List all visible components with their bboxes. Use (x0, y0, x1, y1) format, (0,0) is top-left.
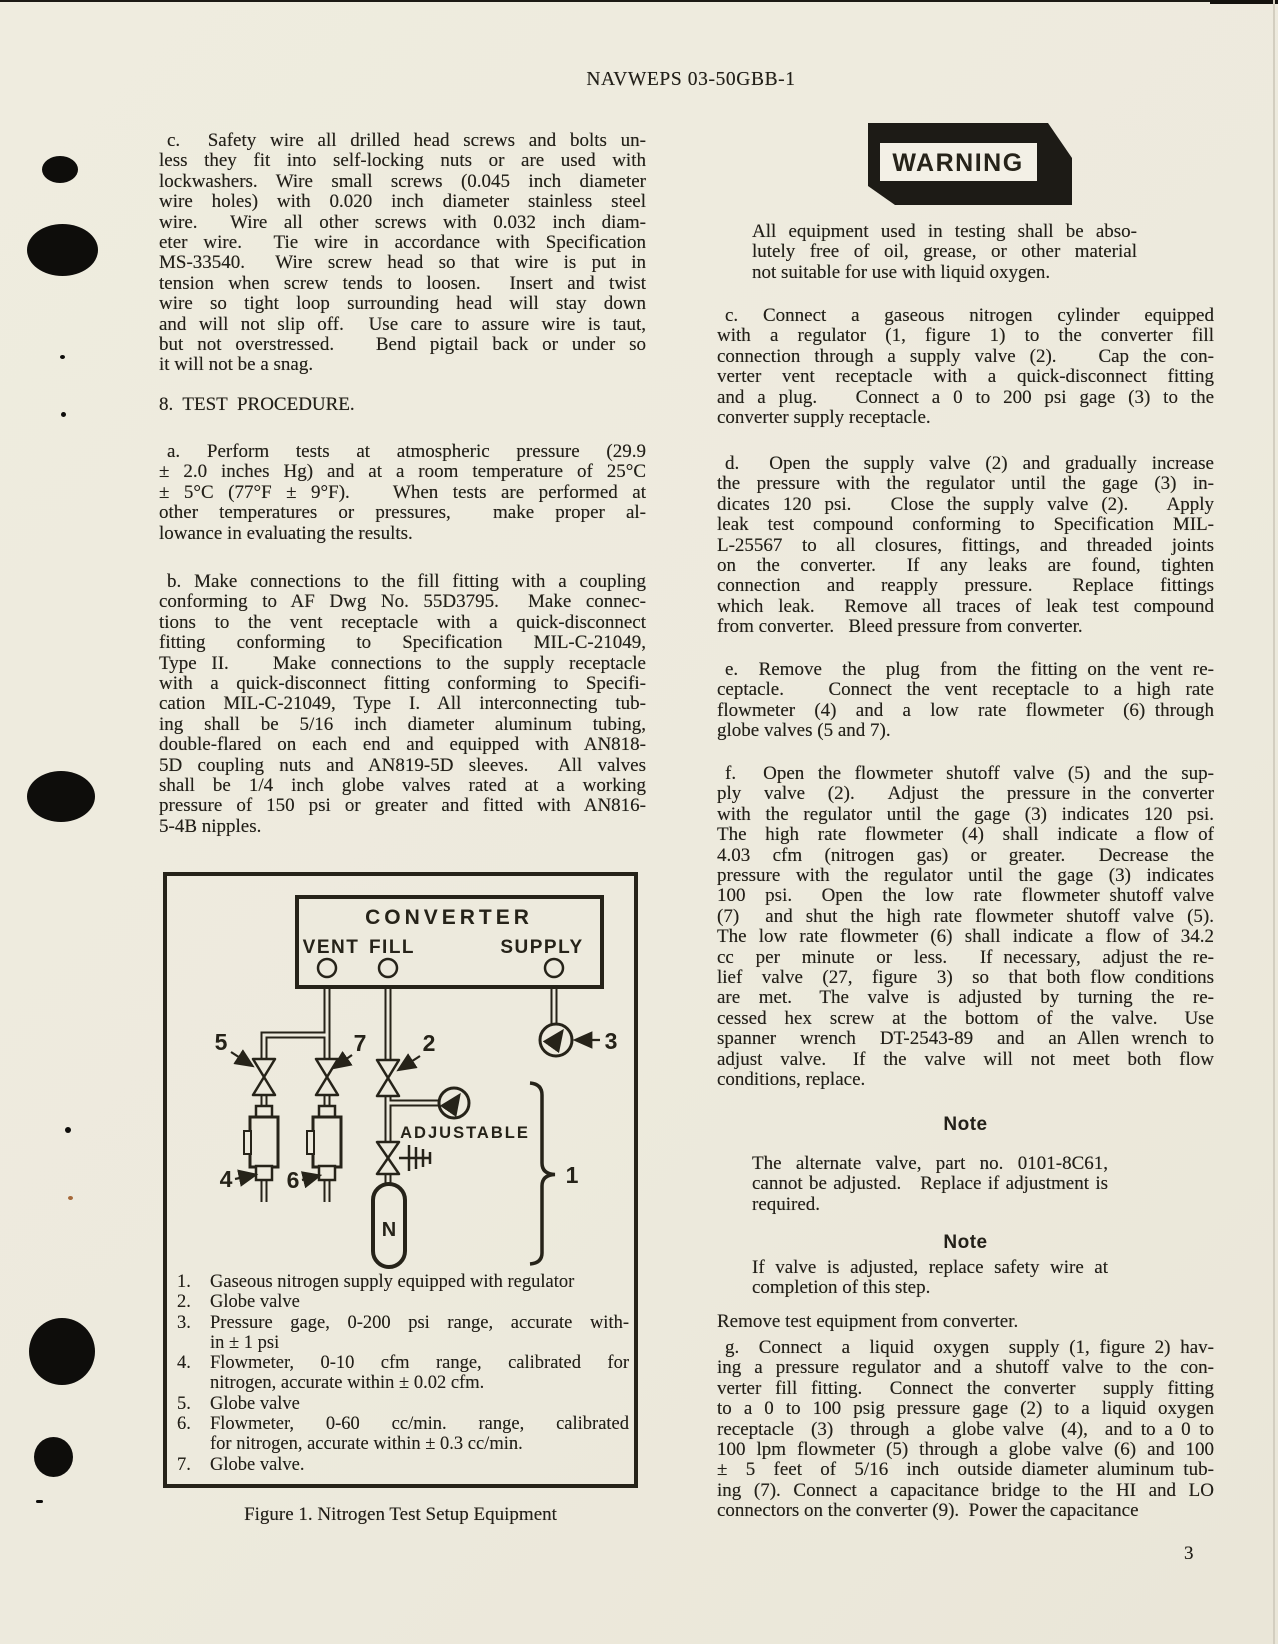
text-line: wire so tight loop surrounding head will stay down (159, 293, 646, 315)
callout-2: 2 (422, 1030, 436, 1056)
punch-dot (34, 1437, 73, 1477)
paragraph-e-remove-plug (717, 660, 1214, 742)
legend-item-text (210, 1394, 629, 1414)
punch-dot (27, 224, 98, 276)
text-line: other temperatures or pressures, make proper al- (159, 502, 646, 524)
text-line: pressure of 150 psi or greater and fitted with AN816- (159, 795, 646, 817)
paragraph-g-connect-liquid-oxygen (717, 1338, 1214, 1522)
note-heading-2: Note (943, 1232, 988, 1253)
text-line: 4.03 cfm (nitrogen gas) or greater. Decrease the (717, 844, 1214, 866)
text-line: with the regulator until the gage (3) indicates 120 psi. (717, 803, 1214, 825)
text-line: lutely free of oil, grease, or other material (752, 241, 1137, 263)
punch-dot (29, 1318, 95, 1385)
text-line: conditions, replace. (717, 1069, 866, 1091)
text-line: not suitable for use with liquid oxygen. (752, 261, 1051, 283)
text-line: cessed hex screw at the bottom of the valve. Use (717, 1007, 1214, 1029)
figure-legend (177, 1272, 629, 1475)
text-line: but not overstressed. Bend pigtail back or under so (159, 334, 646, 356)
legend-item-number: 1. (177, 1272, 191, 1292)
legend-text-line: Gaseous nitrogen supply equipped with regulator (210, 1272, 575, 1292)
text-line: verter fill fitting. Connect the converter supply fitting (717, 1377, 1214, 1399)
paragraph-c-safety-wire (159, 131, 646, 376)
punch-dot (42, 156, 78, 183)
legend-item-number: 6. (177, 1414, 191, 1435)
paragraph-c-connect-nitrogen (717, 306, 1214, 428)
text-line: 5D coupling nuts and AN819-5D sleeves. All valves (159, 754, 646, 776)
text-line: (7) and shut the high rate flowmeter shutoff valve (5). (717, 905, 1214, 927)
text-line: and a plug. Connect a 0 to 200 psi gage (3) to the (717, 386, 1214, 408)
legend-item (177, 1272, 629, 1292)
text-line: to a 0 to 100 psig pressure gage (2) to a liquid oxygen (717, 1398, 1214, 1420)
ink-speck (36, 1500, 43, 1503)
legend-item (177, 1313, 629, 1354)
fill-port (379, 959, 397, 977)
paragraph-b-make-connections (159, 572, 646, 837)
ink-speck (60, 355, 65, 359)
text-line: tions to the vent receptacle with a quick-disconnect (159, 611, 646, 633)
punch-dot (27, 771, 95, 822)
text-line: shall be 1/4 inch globe valves rated at a working (159, 775, 646, 797)
callout-6: 6 (286, 1167, 300, 1193)
text-line: connection through a supply valve (2). Cap the con- (717, 345, 1214, 367)
text-line: fitting conforming to Specification MIL-C-21049, (159, 632, 646, 654)
legend-text-line: in ± 1 psi (210, 1332, 280, 1353)
text-line: ing (7). Connect a capacitance bridge to the HI and LO (717, 1479, 1214, 1501)
text-line: ing a pressure regulator and a shutoff valve to the con- (717, 1357, 1214, 1379)
ink-speck (61, 412, 66, 417)
text-line: The high rate flowmeter (4) shall indicate a flow of (717, 824, 1214, 846)
text-line: lief valve (27, figure 3) so that both flow conditions (717, 967, 1214, 989)
text-line: 100 lpm flowmeter (5) through a globe valve (6) and 100 (717, 1439, 1214, 1461)
text-line: and will not slip off. Use care to assure wire is taut, (159, 313, 646, 335)
text-line: lockwashers. Wire small screws (0.045 inch diameter (159, 170, 646, 192)
text-line: Type II. Make connections to the supply receptacle (159, 652, 646, 674)
text-line: The alternate valve, part no. 0101-8C61, (752, 1153, 1108, 1174)
text-line: with a quick-disconnect fitting conforming to Specifi- (159, 673, 646, 695)
ink-speck (68, 1196, 73, 1200)
scan-top-edge-dark (1210, 0, 1278, 4)
text-line: with a regulator (1, figure 1) to the converter fill (717, 325, 1214, 347)
text-line: connectors on the converter (9). Power the capacitance (717, 1500, 1139, 1522)
text-line: required. (752, 1193, 821, 1215)
text-line: pressure with the regulator until the gage (3) indicates (717, 865, 1214, 887)
supply-label: SUPPLY (500, 937, 584, 958)
text-line: L-25567 to all closures, fittings, and threaded joints (717, 534, 1214, 556)
text-line: 100 psi. Open the low rate flowmeter shutoff valve (717, 885, 1214, 907)
legend-item (177, 1353, 629, 1394)
text-line: The low rate flowmeter (6) shall indicate a flow of 34.2 (717, 926, 1214, 948)
scan-top-edge (0, 0, 1278, 2)
text-line: ing shall be 5/16 inch diameter aluminum tubing, (159, 713, 646, 735)
text-line: ± 2.0 inches Hg) and at a room temperature of 25°C (159, 461, 646, 483)
nitrogen-test-setup-diagram (163, 872, 638, 1276)
text-line: spanner wrench DT-2543-89 and an Allen wrench to (717, 1028, 1214, 1050)
brace-callout-1 (530, 1083, 555, 1264)
legend-text-line: Pressure gage, 0-200 psi range, accurate with- (210, 1312, 629, 1333)
text-line: double-flared on each end and equipped with AN818- (159, 734, 646, 756)
paragraph-f-open-flowmeter-valve (717, 764, 1214, 1091)
legend-item (177, 1292, 629, 1312)
paragraph-a-perform-tests (159, 442, 646, 544)
text-line: cc per minute or less. If necessary, adjust the re- (717, 946, 1214, 968)
text-line: wire holes) with 0.020 inch diameter stainless steel (159, 191, 646, 213)
text-line: which leak. Remove all traces of leak test compound (717, 595, 1214, 617)
nitrogen-bottle-label: N (381, 1219, 397, 1241)
legend-text-line: Globe valve (210, 1292, 300, 1313)
legend-item (177, 1455, 629, 1475)
legend-item-text (210, 1272, 629, 1292)
flowmeter-4-symbol (244, 1106, 278, 1180)
legend-item-number: 4. (177, 1353, 191, 1374)
callout-5: 5 (214, 1029, 228, 1055)
text-line: If valve is adjusted, replace safety wire at (752, 1257, 1108, 1278)
legend-item (177, 1394, 629, 1414)
text-line: leak test compound conforming to Specification MIL- (717, 514, 1214, 536)
text-line: c. Safety wire all drilled head screws and bolts un- (167, 130, 646, 151)
text-line: conforming to AF Dwg No. 55D3795. Make connec- (159, 591, 646, 613)
text-line: connection and reapply pressure. Replace fittings (717, 575, 1214, 597)
note-1-text (752, 1154, 1108, 1215)
text-line: are met. The valve is adjusted by turning the re- (717, 987, 1214, 1009)
legend-item-number: 2. (177, 1292, 191, 1313)
text-line: dicates 120 psi. Close the supply valve (2). Apply (717, 493, 1214, 515)
legend-text-line: Flowmeter, 0-60 cc/min. range, calibrated (210, 1414, 629, 1435)
adjustable-valve-stem (399, 1145, 430, 1171)
vent-label: VENT (302, 937, 360, 958)
adjustable-gage-symbol (439, 1088, 469, 1118)
section-heading-test-procedure: 8. TEST PROCEDURE. (159, 394, 355, 415)
page-number: 3 (1184, 1543, 1194, 1564)
text-line: ± 5°C (77°F ± 9°F). When tests are performed at (159, 481, 646, 503)
legend-item (177, 1414, 629, 1455)
callout-3: 3 (604, 1028, 618, 1054)
legend-item-number: 3. (177, 1312, 191, 1333)
text-line: flowmeter (4) and a low rate flowmeter (6) through (717, 699, 1214, 721)
text-line: verter vent receptacle with a quick-disconnect fitting (717, 366, 1214, 388)
text-line: g. Connect a liquid oxygen supply (1, figure 2) hav- (725, 1337, 1214, 1358)
text-line: tension when screw tends to loosen. Insert and twist (159, 272, 646, 294)
legend-item-number: 7. (177, 1454, 191, 1475)
figure-caption: Figure 1. Nitrogen Test Setup Equipment (244, 1504, 557, 1525)
warning-banner (859, 114, 1081, 214)
text-line: f. Open the flowmeter shutoff valve (5) and the sup- (725, 763, 1214, 784)
warning-text (752, 222, 1137, 283)
callout-1: 1 (565, 1162, 579, 1188)
text-line: globe valves (5 and 7). (717, 720, 891, 742)
ink-speck (65, 1127, 71, 1133)
text-line: receptacle (3) through a globe valve (4), and to a 0 to (717, 1418, 1214, 1440)
text-line: e. Remove the plug from the fitting on the vent re- (725, 659, 1214, 680)
text-line: a. Perform tests at atmospheric pressure (29.9 (167, 441, 646, 462)
text-line: cation MIL-C-21049, Type I. All interconnecting tub- (159, 693, 646, 715)
vent-port (318, 959, 336, 977)
legend-text-line: Globe valve (210, 1393, 300, 1414)
legend-item-text (210, 1353, 629, 1394)
legend-text-line: for nitrogen, accurate within ± 0.3 cc/min. (210, 1434, 523, 1455)
converter-label: CONVERTER (365, 906, 533, 929)
text-line: b. Make connections to the fill fitting with a coupling (167, 571, 646, 592)
note-2-text (752, 1258, 1108, 1299)
scan-right-edge (1273, 0, 1275, 1644)
legend-text-line: Globe valve. (210, 1454, 305, 1475)
text-line: on the converter. If any leaks are found, tighten (717, 555, 1214, 577)
legend-item-text (210, 1455, 629, 1475)
text-line: eter wire. Tie wire in accordance with Specification (159, 232, 646, 254)
callout-7: 7 (353, 1030, 367, 1056)
text-line: completion of this step. (752, 1277, 931, 1299)
text-line: cannot be adjusted. Replace if adjustment is (752, 1173, 1108, 1195)
flowmeter-6-symbol (307, 1106, 341, 1180)
legend-item-text (210, 1292, 629, 1312)
supply-port (545, 959, 563, 977)
legend-item-text (210, 1414, 629, 1455)
text-line: from converter. Bleed pressure from converter. (717, 616, 1083, 638)
paragraph-d-open-supply-valve (717, 454, 1214, 638)
text-line: All equipment used in testing shall be abso- (752, 221, 1137, 242)
figure-1-box (163, 872, 638, 1488)
remove-equipment-line: Remove test equipment from converter. (717, 1311, 1019, 1332)
legend-item-text (210, 1313, 629, 1354)
text-line: it will not be a snag. (159, 354, 314, 376)
callout-4: 4 (219, 1166, 233, 1192)
doc-number-header: NAVWEPS 03-50GBB-1 (586, 69, 796, 90)
text-line: c. Connect a gaseous nitrogen cylinder equipped (725, 305, 1214, 326)
text-line: converter supply receptacle. (717, 407, 931, 429)
adjustable-label: ADJUSTABLE (400, 1124, 530, 1142)
text-line: adjust valve. If the valve will not meet both flow (717, 1048, 1214, 1070)
note-heading-1: Note (943, 1114, 988, 1135)
text-line: lowance in evaluating the results. (159, 522, 413, 544)
legend-text-line: nitrogen, accurate within ± 0.02 cfm. (210, 1373, 485, 1394)
text-line: ± 5 feet of 5/16 inch outside diameter aluminum tub- (717, 1459, 1214, 1481)
legend-text-line: Flowmeter, 0-10 cfm range, calibrated for (210, 1353, 629, 1374)
text-line: MS-33540. Wire screw head so that wire is put in (159, 252, 646, 274)
fill-label: FILL (368, 937, 416, 958)
text-line: 5-4B nipples. (159, 815, 262, 837)
text-line: d. Open the supply valve (2) and gradually increase (725, 453, 1214, 474)
text-line: ceptacle. Connect the vent receptacle to a high rate (717, 679, 1214, 701)
text-line: the pressure with the regulator until the gage (3) in- (717, 473, 1214, 495)
text-line: ply valve (2). Adjust the pressure in the converter (717, 783, 1214, 805)
warning-label: WARNING (892, 149, 1024, 177)
text-line: less they fit into self-locking nuts or are used with (159, 150, 646, 172)
pressure-gage-3-symbol (540, 1024, 572, 1056)
text-line: wire. Wire all other screws with 0.032 inch diam- (159, 211, 646, 233)
legend-item-number: 5. (177, 1393, 191, 1414)
